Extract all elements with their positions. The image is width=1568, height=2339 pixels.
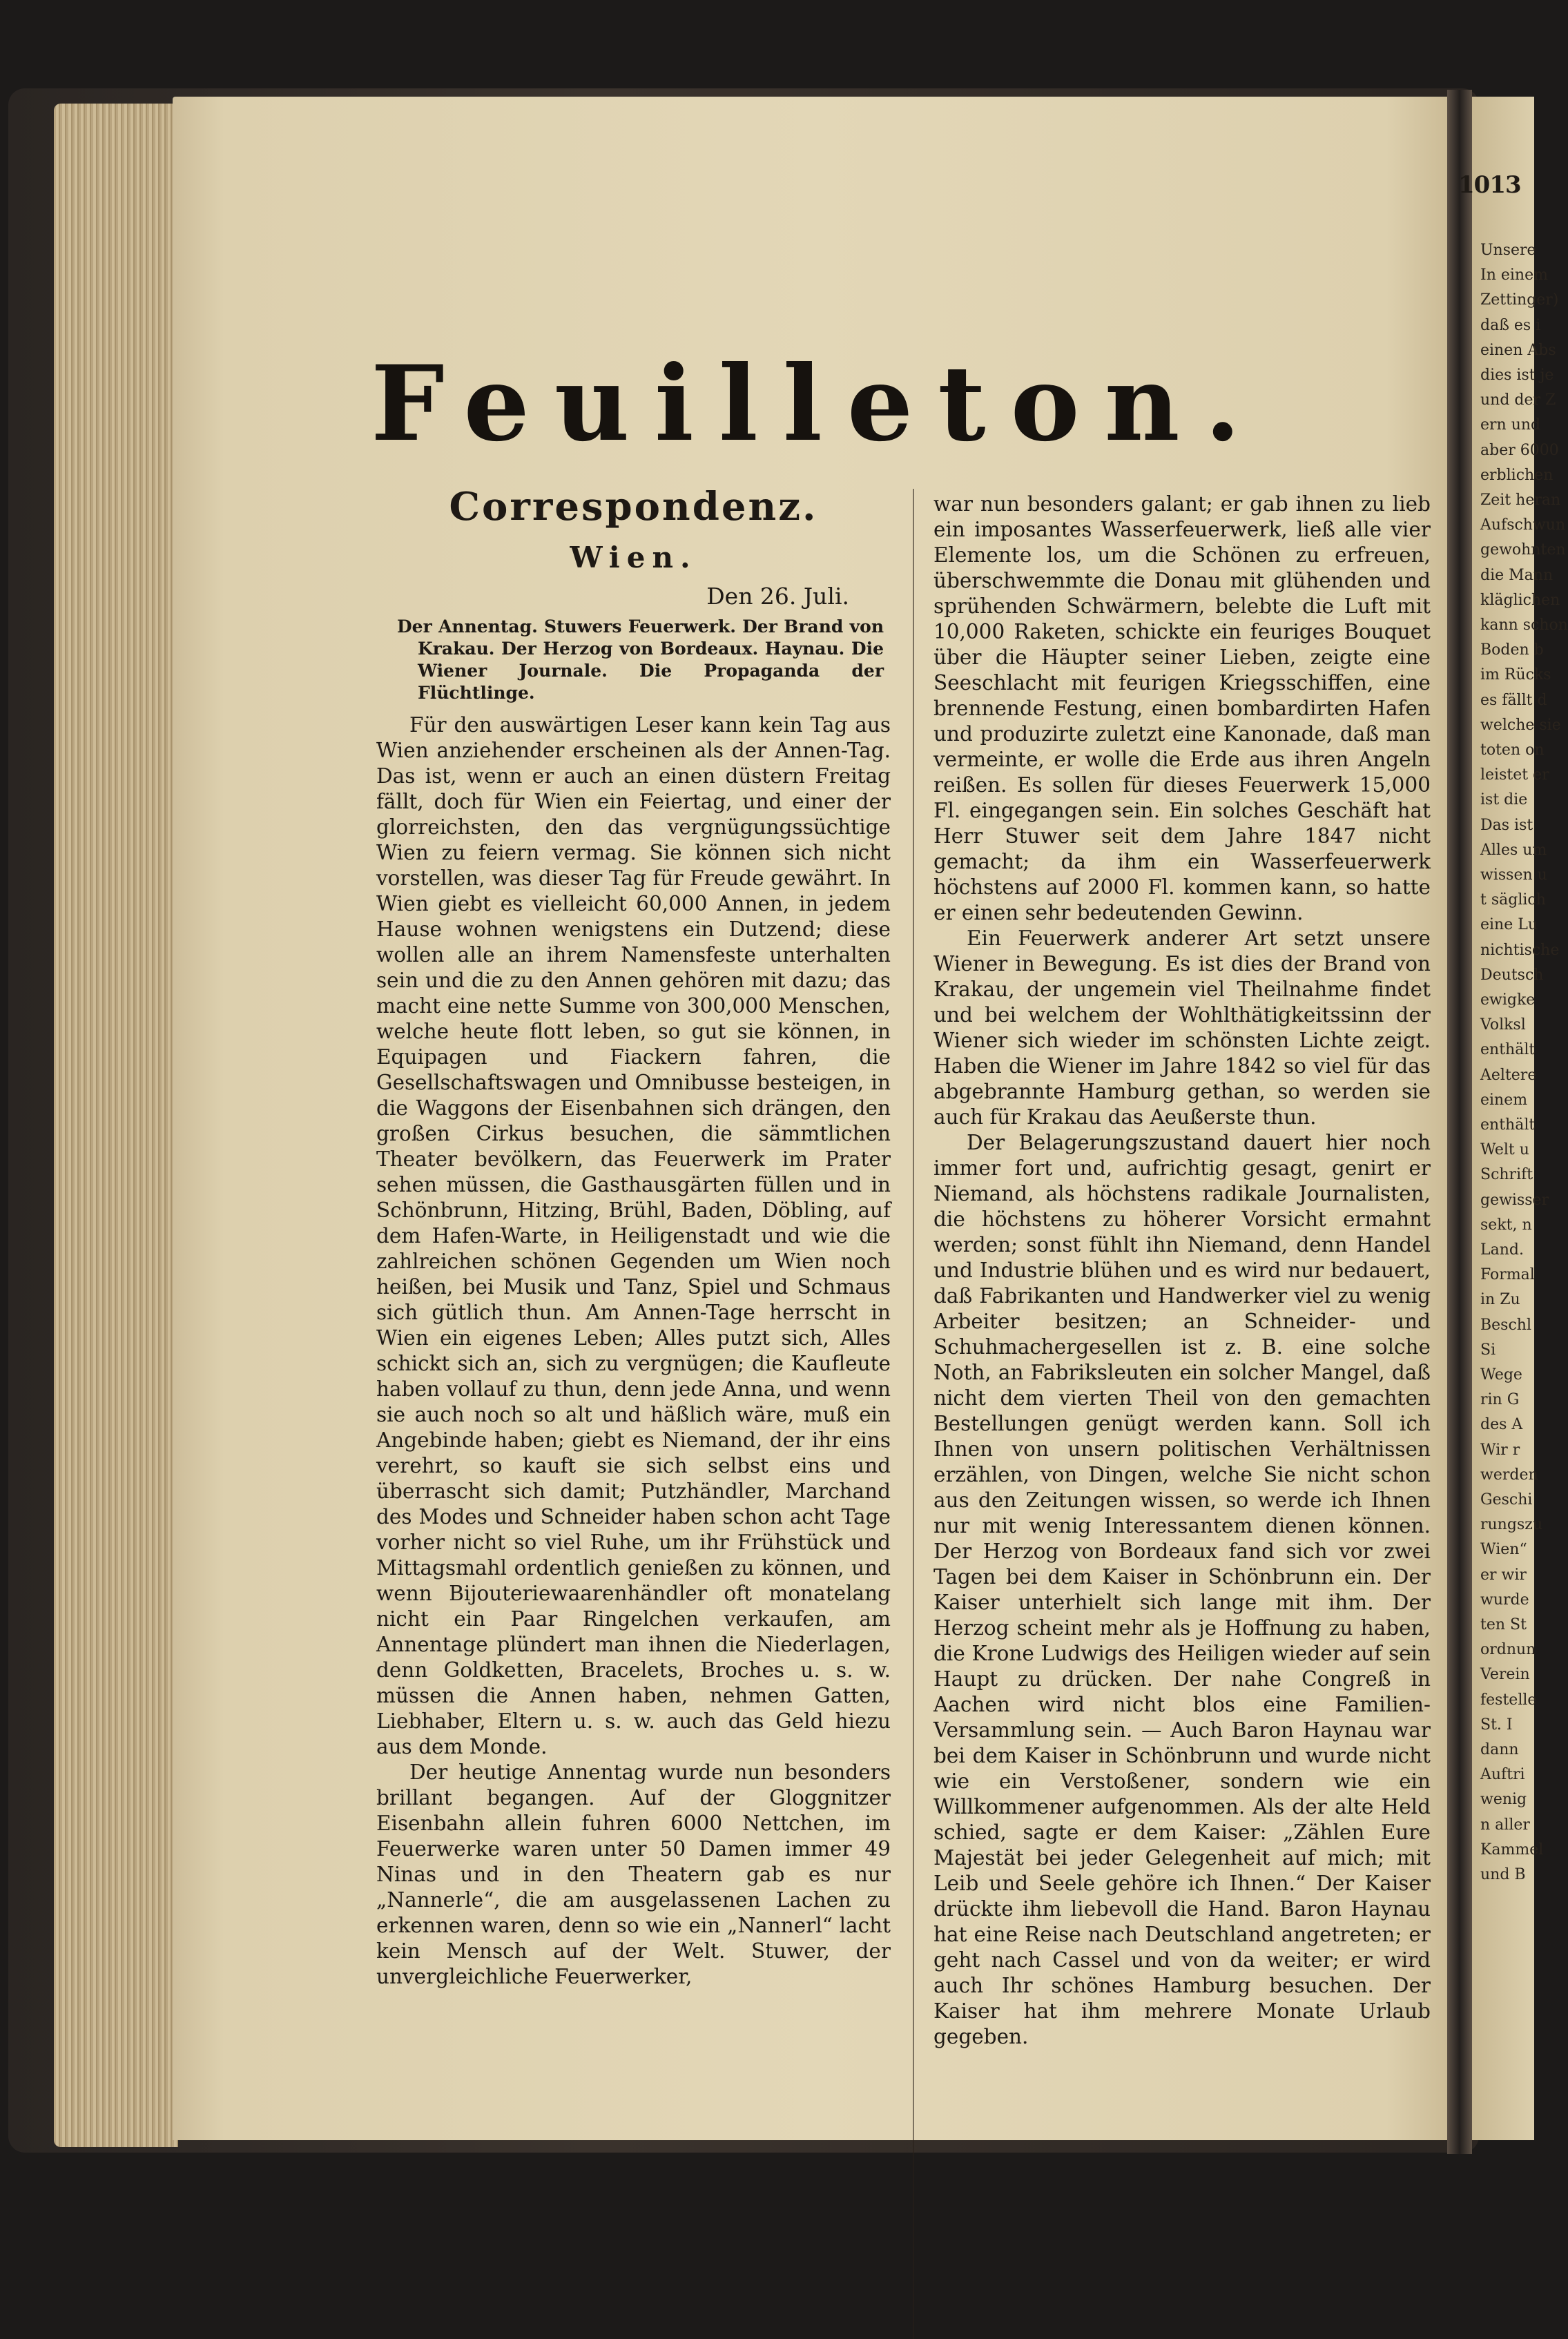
next-page-fragment: Das ist <box>1480 816 1533 834</box>
paragraph: Der Belagerungszustand dauert hier noch immer fort und, aufrichtig gesagt, genirt er Niemand, als höchstens radikale Journalisten, die höchstens zu höherer Vorsicht ermahnt werden; sonst fühlt ihn Niemand, denn Handel und Industrie blühen und es wird nur bedauert, daß Fabrikanten und Handwerker viel zu wenig Arbeiter besitzen; an Schneider- und Schuhmachergesellen ist z. B. eine solche Noth, an Fabriksleuten ein solcher Mangel, daß nicht dem vierten Theil von den gemachten Bestellungen genügt werden kann. Soll ich Ihnen von unsern politischen Verhältnissen erzählen, von Dingen, welche Sie nicht schon aus den Zeitungen wissen, so werde ich Ihnen nur mit wenig Interessantem dienen können. Der Herzog von Bordeaux fand sich vor zwei Tagen bei dem Kaiser in Schönbrunn ein. Der Kaiser unterhielt sich lange mit ihm. Der Herzog scheint mehr als je Hoffnung zu haben, die Krone Ludwigs des Heiligen wieder auf sein Haupt zu drücken. Der nahe Congreß in Aachen wird nicht blos eine Familien-Versammlung sein. — Auch Baron Haynau war bei dem Kaiser in Schönbrunn und wurde nicht wie ein Verstoßener, sondern wie ein Willkommener aufgenommen. Als der alte Held schied, sagte er dem Kaiser: „Zählen Eure Majestät bei jeder Gelegenheit auf mich; mit Leib und Seele gehöre ich Ihnen.“ Der Kaiser drückte ihm liebevoll die Hand. Baron Haynau hat eine Reise nach Deutschland angetreten; er geht nach Cassel und von da weiter; er wird auch Ihr schönes Hamburg besuchen. Der Kaiser hat ihm mehrere Monate Urlaub gegeben. <box>933 1131 1431 2048</box>
next-page-fragment: und B <box>1480 1866 1526 1883</box>
page-title: Feuilleton. <box>371 343 1266 465</box>
next-page-fragment: die Mann <box>1480 566 1554 584</box>
next-page-fragment: Wege <box>1480 1366 1522 1384</box>
next-page-fragment: er wir <box>1480 1566 1527 1584</box>
next-page-fragment: wurde <box>1480 1591 1529 1609</box>
next-page-fragment: n aller <box>1480 1816 1530 1834</box>
next-page-fragment: Formal <box>1480 1266 1535 1284</box>
next-page-fragment: im Rücks <box>1480 666 1551 684</box>
next-page-fragment: Verein <box>1480 1666 1530 1684</box>
next-page-fragment: Auftri <box>1480 1766 1525 1784</box>
next-page-fragment: es fällt d <box>1480 691 1547 709</box>
next-page-fragment: Alles um <box>1480 841 1547 859</box>
next-page-fragment: gewisser <box>1480 1191 1549 1209</box>
next-page-fragment: eine Lu <box>1480 916 1538 934</box>
left-column <box>376 482 891 1990</box>
next-page-fragment: Aufschwun <box>1480 516 1566 534</box>
next-page-fragment: enthält <box>1480 1116 1536 1134</box>
next-page-fragment: ordnun <box>1480 1641 1536 1659</box>
paragraph: war nun besonders galant; er gab ihnen zu lieb ein imposantes Wasserfeuerwerk, ließ alle vier Elemente los, um die Schönen zu erfreuen, überschwemmte die Donau mit glühenden und sprühenden Schwärmern, belebte die Luft mit 10,000 Raketen, schickte ein feuriges Bouquet über die Häupter seiner Lieben, zeigte eine Seeschlacht mit feurigen Kriegsschiffen, eine brennende Festung, einen bombardirten Hafen und produzirte zuletzt eine Kanonade, daß man vermeinte, er wolle die Erde aus ihren Angeln reißen. Es sollen für dieses Feuerwerk 15,000 Fl. eingegangen sein. Ein solches Geschäft hat Herr Stuwer seit dem Jahre 1847 nicht gemacht; da ihm ein Wasserfeuerwerk höchstens auf 2000 Fl. kommen kann, so hatte er einen sehr bedeutenden Gewinn. <box>933 492 1431 924</box>
next-page-fragment: Si <box>1480 1341 1496 1359</box>
next-page-fragment: daß es i <box>1480 316 1541 334</box>
next-page-fragment: Welt u <box>1480 1141 1529 1159</box>
next-page-fragment: toten on <box>1480 741 1545 759</box>
next-page-fragment: enthält <box>1480 1041 1536 1059</box>
next-page-fragment: Schrift <box>1480 1166 1533 1184</box>
next-page-fragment: Zeit heran <box>1480 492 1561 509</box>
next-page-fragment: sekt, n <box>1480 1216 1532 1234</box>
next-page-fragment: Land. <box>1480 1241 1524 1259</box>
next-page-fragment: ewigke <box>1480 991 1536 1009</box>
next-page-fragment: Deutsch <box>1480 966 1544 984</box>
next-page-fragment: Kammel <box>1480 1841 1544 1858</box>
next-page-fragment: St. I <box>1480 1716 1513 1734</box>
next-page-fragment: Zettinger) <box>1480 291 1559 309</box>
page-edges <box>54 104 178 2147</box>
next-page-fragment: t säglich <box>1480 891 1546 909</box>
next-page-fragment: kann schon <box>1480 617 1568 634</box>
next-page-strip <box>1472 97 1568 2140</box>
section-heading: Correspondenz. <box>449 484 818 530</box>
right-column <box>933 492 1431 2050</box>
paragraph: Der heutige Annentag wurde nun besonders brillant begangen. Auf der Gloggnitzer Eisenbahn allein fuhren 6000 Nettchen, im Feuerwerke waren unter 50 Damen immer 49 Ninas und in den Theatern gab es nur „Nannerle“, die am ausgelassenen Lachen zu erkennen waren, denn so wie ein „Nannerl“ lacht kein Mensch auf der Welt. Stuwer, der unvergleichliche Feuerwerker, <box>376 1760 891 1988</box>
next-page-fragment: und der Z <box>1480 391 1556 409</box>
next-page-fragment: werden <box>1480 1466 1538 1484</box>
next-page-fragment: gewohnten <box>1480 541 1566 559</box>
next-page-fragment: nichtische <box>1480 941 1560 959</box>
next-page-fragment: Boden b <box>1480 641 1544 659</box>
next-page-fragment: Wir r <box>1480 1441 1520 1459</box>
next-page-fragment: wenig <box>1480 1791 1527 1809</box>
next-page-fragment: des A <box>1480 1416 1523 1434</box>
next-page-fragment: Geschi <box>1480 1491 1533 1508</box>
dateline: Den 26. Juli. <box>706 583 849 610</box>
next-page-fragment: wissen u <box>1480 866 1547 884</box>
city-heading: Wien. <box>570 541 697 574</box>
paragraph: Für den auswärtigen Leser kann kein Tag aus Wien anziehender erscheinen als der Annen-Tag. Das ist, wenn er auch an einen düstern Freitag fällt, doch für Wien ein Feiertag, und einer der glorreichsten, den das vergnügungssüchtige Wien zu feiern vermag. Sie können sich nicht vorstellen, was dieser Tag für Freude gewährt. In Wien giebt es vielleicht 60,000 Annen, in jedem Hause wohnen wenigstens ein Dutzend; diese wollen alle an ihrem Namensfeste unterhalten sein und die zu den Annen gehören mit dazu; das macht eine nette Summe von 300,000 Menschen, welche heute flott leben, so gut sie können, in Equipagen und Fiackern fahren, die Gesellschaftswagen und Omnibusse besteigen, in die Waggons der Eisenbahnen sich drängen, den großen Cirkus besuchen, die sämmtlichen Theater bevölkern, das Feuerwerk im Prater sehen müssen, die Gasthausgärten füllen und in Schönbrunn, Hitzing, Brühl, Baden, Döbling, auf dem Hafen-Warte, in Heiligenstadt und wie die zahlreichen schönen Gegenden um Wien noch heißen, bei Musik und Tanz, Spiel und Schmaus sich gütlich thun. Am Annen-Tage herrscht in Wien ein eigenes Leben; Alles putzt sich, Alles schickt sich an, sich zu vergnügen; die Kaufleute haben vollauf zu thun, denn jede Anna, und wenn sie auch noch so alt und häßlich wäre, muß ein Angebinde haben; giebt es Niemand, der ihr eins verehrt, so kauft sie sich selbst eins und überrascht sich damit; Putzhändler, Marchand des Modes und Schneider haben schon acht Tage vorher nicht so viel Ruhe, um ihr Frühstück und Mittagsmahl ordentlich genießen zu können, und wenn Bijouteriewaarenhändler oft monatelang nicht ein Paar Ringelchen verkaufen, am Annentage plündert man ihnen die Niederlagen, denn Goldketten, Bracelets, Broches u. s. w. müssen die Annen haben, nehmen Gatten, Liebhaber, Eltern u. s. w. auch das Geld hiezu aus dem Monde. <box>376 713 891 1758</box>
next-page-fragment: In einem <box>1480 266 1548 284</box>
next-page-fragment: Beschl <box>1480 1316 1532 1334</box>
next-page-fragment: aber 6000 <box>1480 441 1559 459</box>
next-page-fragment: Wien“ <box>1480 1541 1527 1559</box>
next-page-fragment: in Zu <box>1480 1291 1520 1309</box>
next-page-fragment: welche sie <box>1480 716 1561 734</box>
column-divider <box>913 489 914 2339</box>
article-summary: Der Annentag. Stuwers Feuerwerk. Der Brand von Krakau. Der Herzog von Bordeaux. Haynau. Die Wiener Journale. Die Propaganda der Flüchtlinge. <box>397 617 884 703</box>
next-page-fragment: Aeltere <box>1480 1066 1537 1084</box>
next-page-fragment: festelle <box>1480 1691 1537 1709</box>
next-page-fragment: rin G <box>1480 1391 1520 1409</box>
page-number: 1013 <box>1458 171 1521 199</box>
next-page-fragment: leistet er <box>1480 766 1549 784</box>
next-page-fragment: einem <box>1480 1091 1528 1109</box>
paragraph: Ein Feuerwerk anderer Art setzt unsere Wiener in Bewegung. Es ist dies der Brand von Krakau, der ungemein viel Theilnahme findet und bei welchem der Wohlthätigkeitssinn der Wiener sich wieder im schönsten Lichte zeigt. Haben die Wiener im Jahre 1842 so viel für das abgebrannte Hamburg gethan, so werden sie auch für Krakau das Aeußerste thun. <box>933 926 1431 1129</box>
next-page-fragment: erblichen <box>1480 466 1554 484</box>
next-page-fragment: rungszu <box>1480 1516 1542 1534</box>
next-page-fragment: dies ist je <box>1480 367 1554 384</box>
next-page-fragment: einen Abs <box>1480 341 1556 359</box>
next-page-fragment: ist die <box>1480 791 1528 809</box>
next-page-fragment: ern und <box>1480 416 1541 434</box>
next-page-fragment: Volksl <box>1480 1016 1526 1034</box>
next-page-fragment: dann <box>1480 1741 1519 1758</box>
next-page-fragment: kläglichen <box>1480 591 1560 609</box>
next-page-fragment: ten St <box>1480 1616 1527 1633</box>
next-page-fragment: Unsere <box>1480 242 1536 259</box>
